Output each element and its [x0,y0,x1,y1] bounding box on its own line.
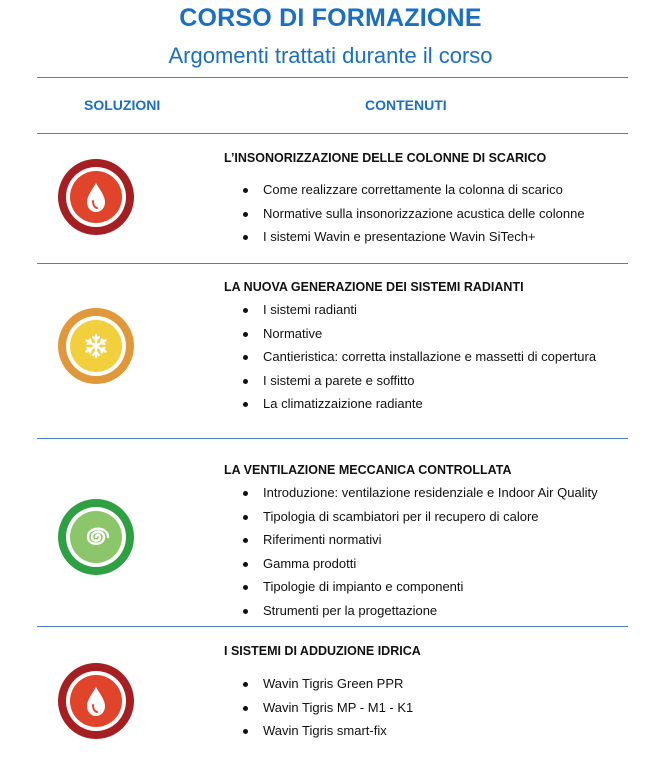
bullet [243,188,248,193]
section-title: LA VENTILAZIONE MECCANICA CONTROLLATA [224,463,512,477]
column-header-contents: CONTENUTI [365,97,447,113]
section-title: L’INSONORIZZAZIONE DELLE COLONNE DI SCARICO [224,151,547,165]
water-drop-icon [56,661,136,741]
bullet [243,308,248,313]
divider [37,133,628,134]
bullet [243,682,248,687]
topic-list [239,178,585,249]
list-item: I sistemi radianti [239,298,596,322]
topic-list [239,672,413,743]
air-spiral-icon [56,497,136,577]
topic-list [239,481,598,623]
section-title: LA NUOVA GENERAZIONE DEI SISTEMI RADIANTI [224,280,524,294]
bullet [243,706,248,711]
bullet [243,402,248,407]
list-item: Riferimenti normativi [239,528,598,552]
list-item: Cantieristica: corretta installazione e massetti di copertura [239,345,596,369]
page-subtitle: Argomenti trattati durante il corso [168,43,493,68]
bullet [243,585,248,590]
bullet [243,562,248,567]
divider [37,77,628,78]
bullet [243,212,248,217]
list-item: I sistemi a parete e soffitto [239,369,596,393]
list-item: Tipologie di impianto e componenti [239,575,598,599]
list-item: Come realizzare correttamente la colonna di scarico [239,178,585,202]
list-item: Wavin Tigris MP - M1 - K1 [239,696,413,720]
bullet [243,235,248,240]
page-title: CORSO DI FORMAZIONE [179,4,482,32]
bullet [243,332,248,337]
bullet [243,379,248,384]
bullet [243,515,248,520]
bullet [243,729,248,734]
bullet [243,355,248,360]
bullet [243,609,248,614]
list-item: Tipologia di scambiatori per il recupero di calore [239,505,598,529]
list-item: Strumenti per la progettazione [239,599,598,623]
list-item: Gamma prodotti [239,552,598,576]
bullet [243,491,248,496]
bullet [243,538,248,543]
list-item: La climatizzaizione radiante [239,392,596,416]
list-item: Wavin Tigris smart-fix [239,719,413,743]
list-item: Introduzione: ventilazione residenziale e Indoor Air Quality [239,481,598,505]
divider [37,438,628,439]
water-drop-icon [56,157,136,237]
snowflake-sun-icon [56,306,136,386]
divider [37,263,628,264]
topic-list [239,298,596,416]
list-item: Normative sulla insonorizzazione acustica delle colonne [239,202,585,226]
column-header-solutions: SOLUZIONI [84,97,161,113]
section-title: I SISTEMI DI ADDUZIONE IDRICA [224,644,421,658]
list-item: I sistemi Wavin e presentazione Wavin SiTech+ [239,225,585,249]
list-item: Normative [239,322,596,346]
divider [37,626,628,627]
list-item: Wavin Tigris Green PPR [239,672,413,696]
